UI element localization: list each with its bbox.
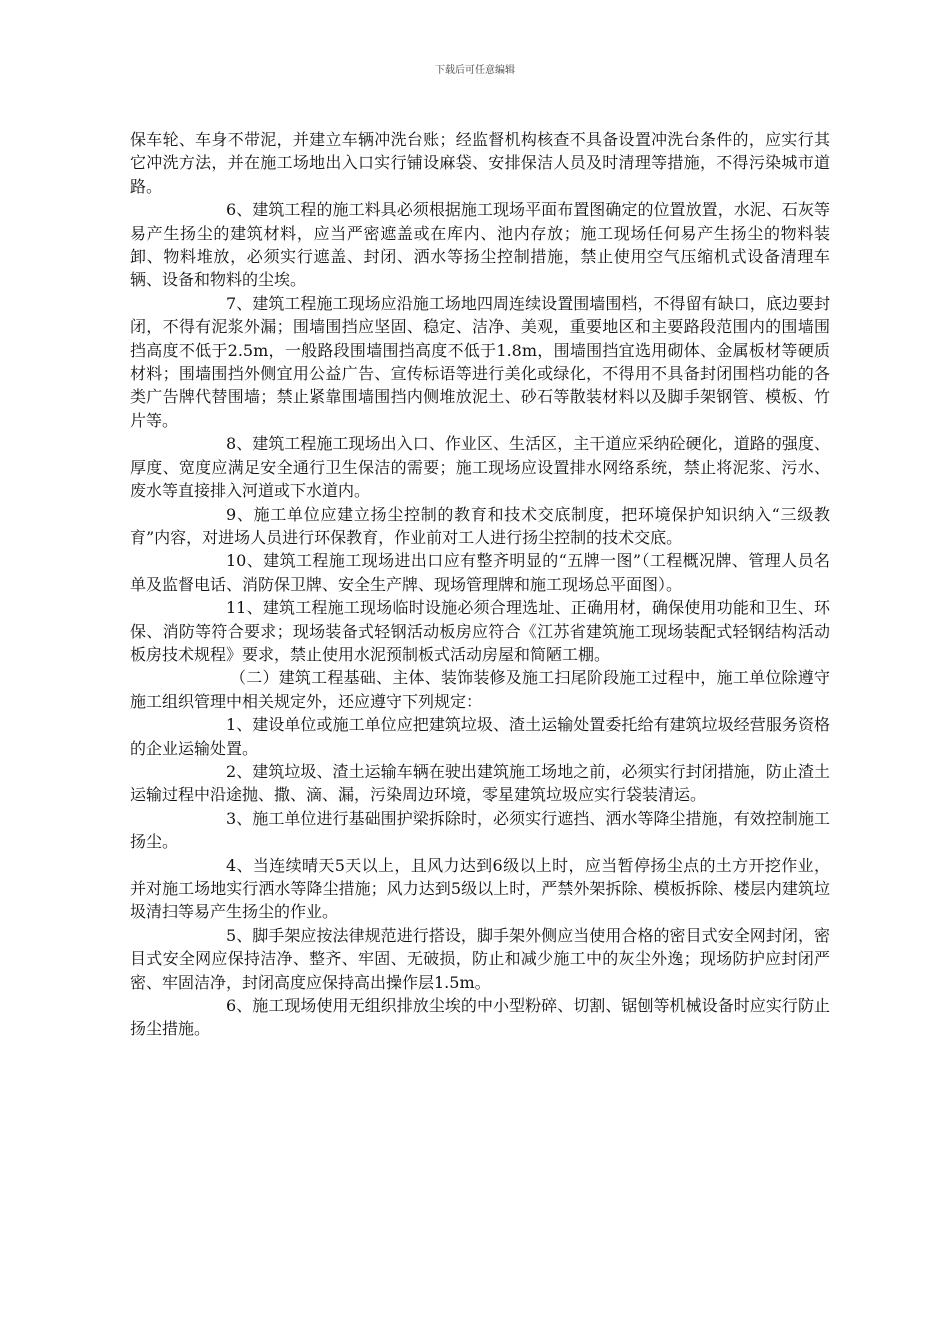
paragraph-item-10: 10、建筑工程施工现场进出口应有整齐明显的“五牌一图”（工程概况牌、管理人员名单及监督电话、消防保卫牌、安全生产牌、现场管理牌和施工现场总平面图）。 xyxy=(130,551,830,594)
paragraph-sub-item-5: 5、脚手架应按法律规范进行搭设，脚手架外侧应当使用合格的密目式安全网封闭，密目式安全网应保持洁净、整齐、牢固、无破损，防止和减少施工中的灰尘外逸；现场防护应封闭严密、牢固洁净，封闭高度应保持高出操作层1.5m。 xyxy=(130,925,830,992)
paragraph-sub-item-6: 6、施工现场使用无组织排放尘埃的中小型粉碎、切割、锯刨等机械设备时应实行防止扬尘措施。 xyxy=(130,996,830,1039)
paragraph-continuation: 保车轮、车身不带泥，并建立车辆冲洗台账；经监督机构核查不具备设置冲洗台条件的，应实行其它冲洗方法，并在施工场地出入口实行铺设麻袋、安排保洁人员及时清理等措施，不得污染城市道路。 xyxy=(130,130,830,196)
paragraph-item-11: 11、建筑工程施工现场临时设施必须合理选址、正确用材，确保使用功能和卫生、环保、消防等符合要求；现场装备式轻钢活动板房应符合《江苏省建筑施工现场装配式轻钢结构活动板房技术规程》要求，禁止使用水泥预制板式活动房屋和简陋工棚。 xyxy=(130,598,830,664)
section-heading-2: （二）建筑工程基础、主体、装饰装修及施工扫尾阶段施工过程中，施工单位除遵守施工组织管理中相关规定外，还应遵守下列规定： xyxy=(130,668,830,711)
paragraph-sub-item-2: 2、建筑垃圾、渣土运输车辆在驶出建筑施工场地之前，必须实行封闭措施，防止渣土运输过程中沿途抛、撒、滴、漏，污染周边环境，零星建筑垃圾应实行袋装清运。 xyxy=(130,761,830,805)
paragraph-sub-item-4: 4、当连续晴天5天以上，且风力达到6级以上时，应当暂停扬尘点的土方开挖作业，并对施工场地实行洒水等降尘措施；风力达到5级以上时，严禁外架拆除、模板拆除、楼层内建筑垃圾清扫等易产生扬尘的作业。 xyxy=(130,855,830,922)
paragraph-sub-item-1: 1、建设单位或施工单位应把建筑垃圾、渣土运输处置委托给有建筑垃圾经营服务资格的企业运输处置。 xyxy=(130,715,830,758)
page-header: 下载后可任意编辑 xyxy=(435,65,515,76)
paragraph-item-7: 7、建筑工程施工现场应沿施工场地四周连续设置围墙围档，不得留有缺口，底边要封闭，不得有泥浆外漏；围墙围挡应坚固、稳定、洁净、美观，重要地区和主要路段范围内的围墙围挡高度不低于2.5m，一般路段围墙围挡高度不低于1.8m，围墙围挡宜选用砌体、金属板材等硬质材料；围墙围挡外侧宜用公益广告、宣传标语等进行美化或绿化，不得用不具备封闭围档功能的各类广告牌代替围墙；禁止紧靠围墙围挡内侧堆放泥土、砂石等散装材料以及脚手架钢管、模板、竹片等。 xyxy=(130,293,830,430)
document-body xyxy=(130,128,830,1041)
paragraph-item-8: 8、建筑工程施工现场出入口、作业区、生活区，主干道应采纳砼硬化，道路的强度、厚度、宽度应满足安全通行卫生保洁的需要；施工现场应设置排水网络系统，禁止将泥浆、污水、废水等直接排入河道或下水道内。 xyxy=(130,434,830,501)
paragraph-item-9: 9、施工单位应建立扬尘控制的教育和技术交底制度，把环境保护知识纳入“三级教育”内容，对进场人员进行环保教育，作业前对工人进行扬尘控制的技术交底。 xyxy=(130,504,830,547)
paragraph-item-6: 6、建筑工程的施工料具必须根据施工现场平面布置图确定的位置放置，水泥、石灰等易产生扬尘的建筑材料，应当严密遮盖或在库内、池内存放；施工现场任何易产生扬尘的物料装卸、物料堆放，必须实行遮盖、封闭、洒水等扬尘控制措施，禁止使用空气压缩机式设备清理车辆、设备和物料的尘埃。 xyxy=(130,200,830,290)
paragraph-sub-item-3: 3、施工单位进行基础围护梁拆除时，必须实行遮挡、洒水等降尘措施，有效控制施工扬尘。 xyxy=(130,808,830,852)
